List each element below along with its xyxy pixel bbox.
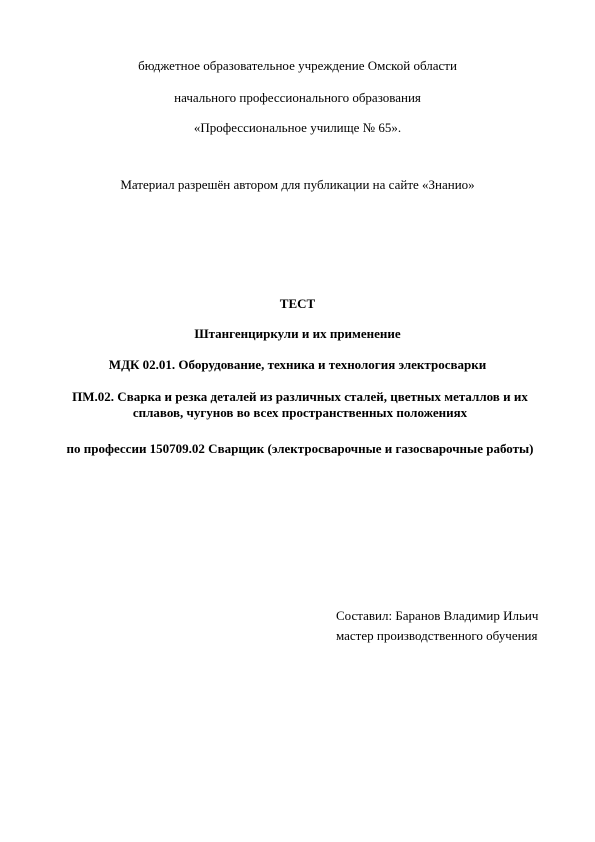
test-subject: Штангенциркули и их применение [194,326,401,341]
publication-permission: Материал разрешён автором для публикации на сайте «Знанио» [120,177,475,192]
mdk-line: МДК 02.01. Оборудование, техника и технология электросварки [108,357,487,372]
composed-by: Составил: Баранов Владимир Ильич [336,608,539,623]
profession-line: по профессии 150709.02 Сварщик (электросварочные и газосварочные работы) [66,441,534,456]
institution-line-3: «Профессиональное училище № 65». [193,120,402,135]
institution-line-2: начального профессионального образования [174,90,421,105]
institution-line-1: бюджетное образовательное учреждение Омской области [138,58,457,73]
document-title: ТЕСТ [279,296,316,311]
module-line: ПМ.02. Сварка и резка деталей из различных сталей, цветных металлов и их сплавов, чугунов во всех пространственных положениях [72,389,528,420]
author-position: мастер производственного обучения [336,628,538,643]
